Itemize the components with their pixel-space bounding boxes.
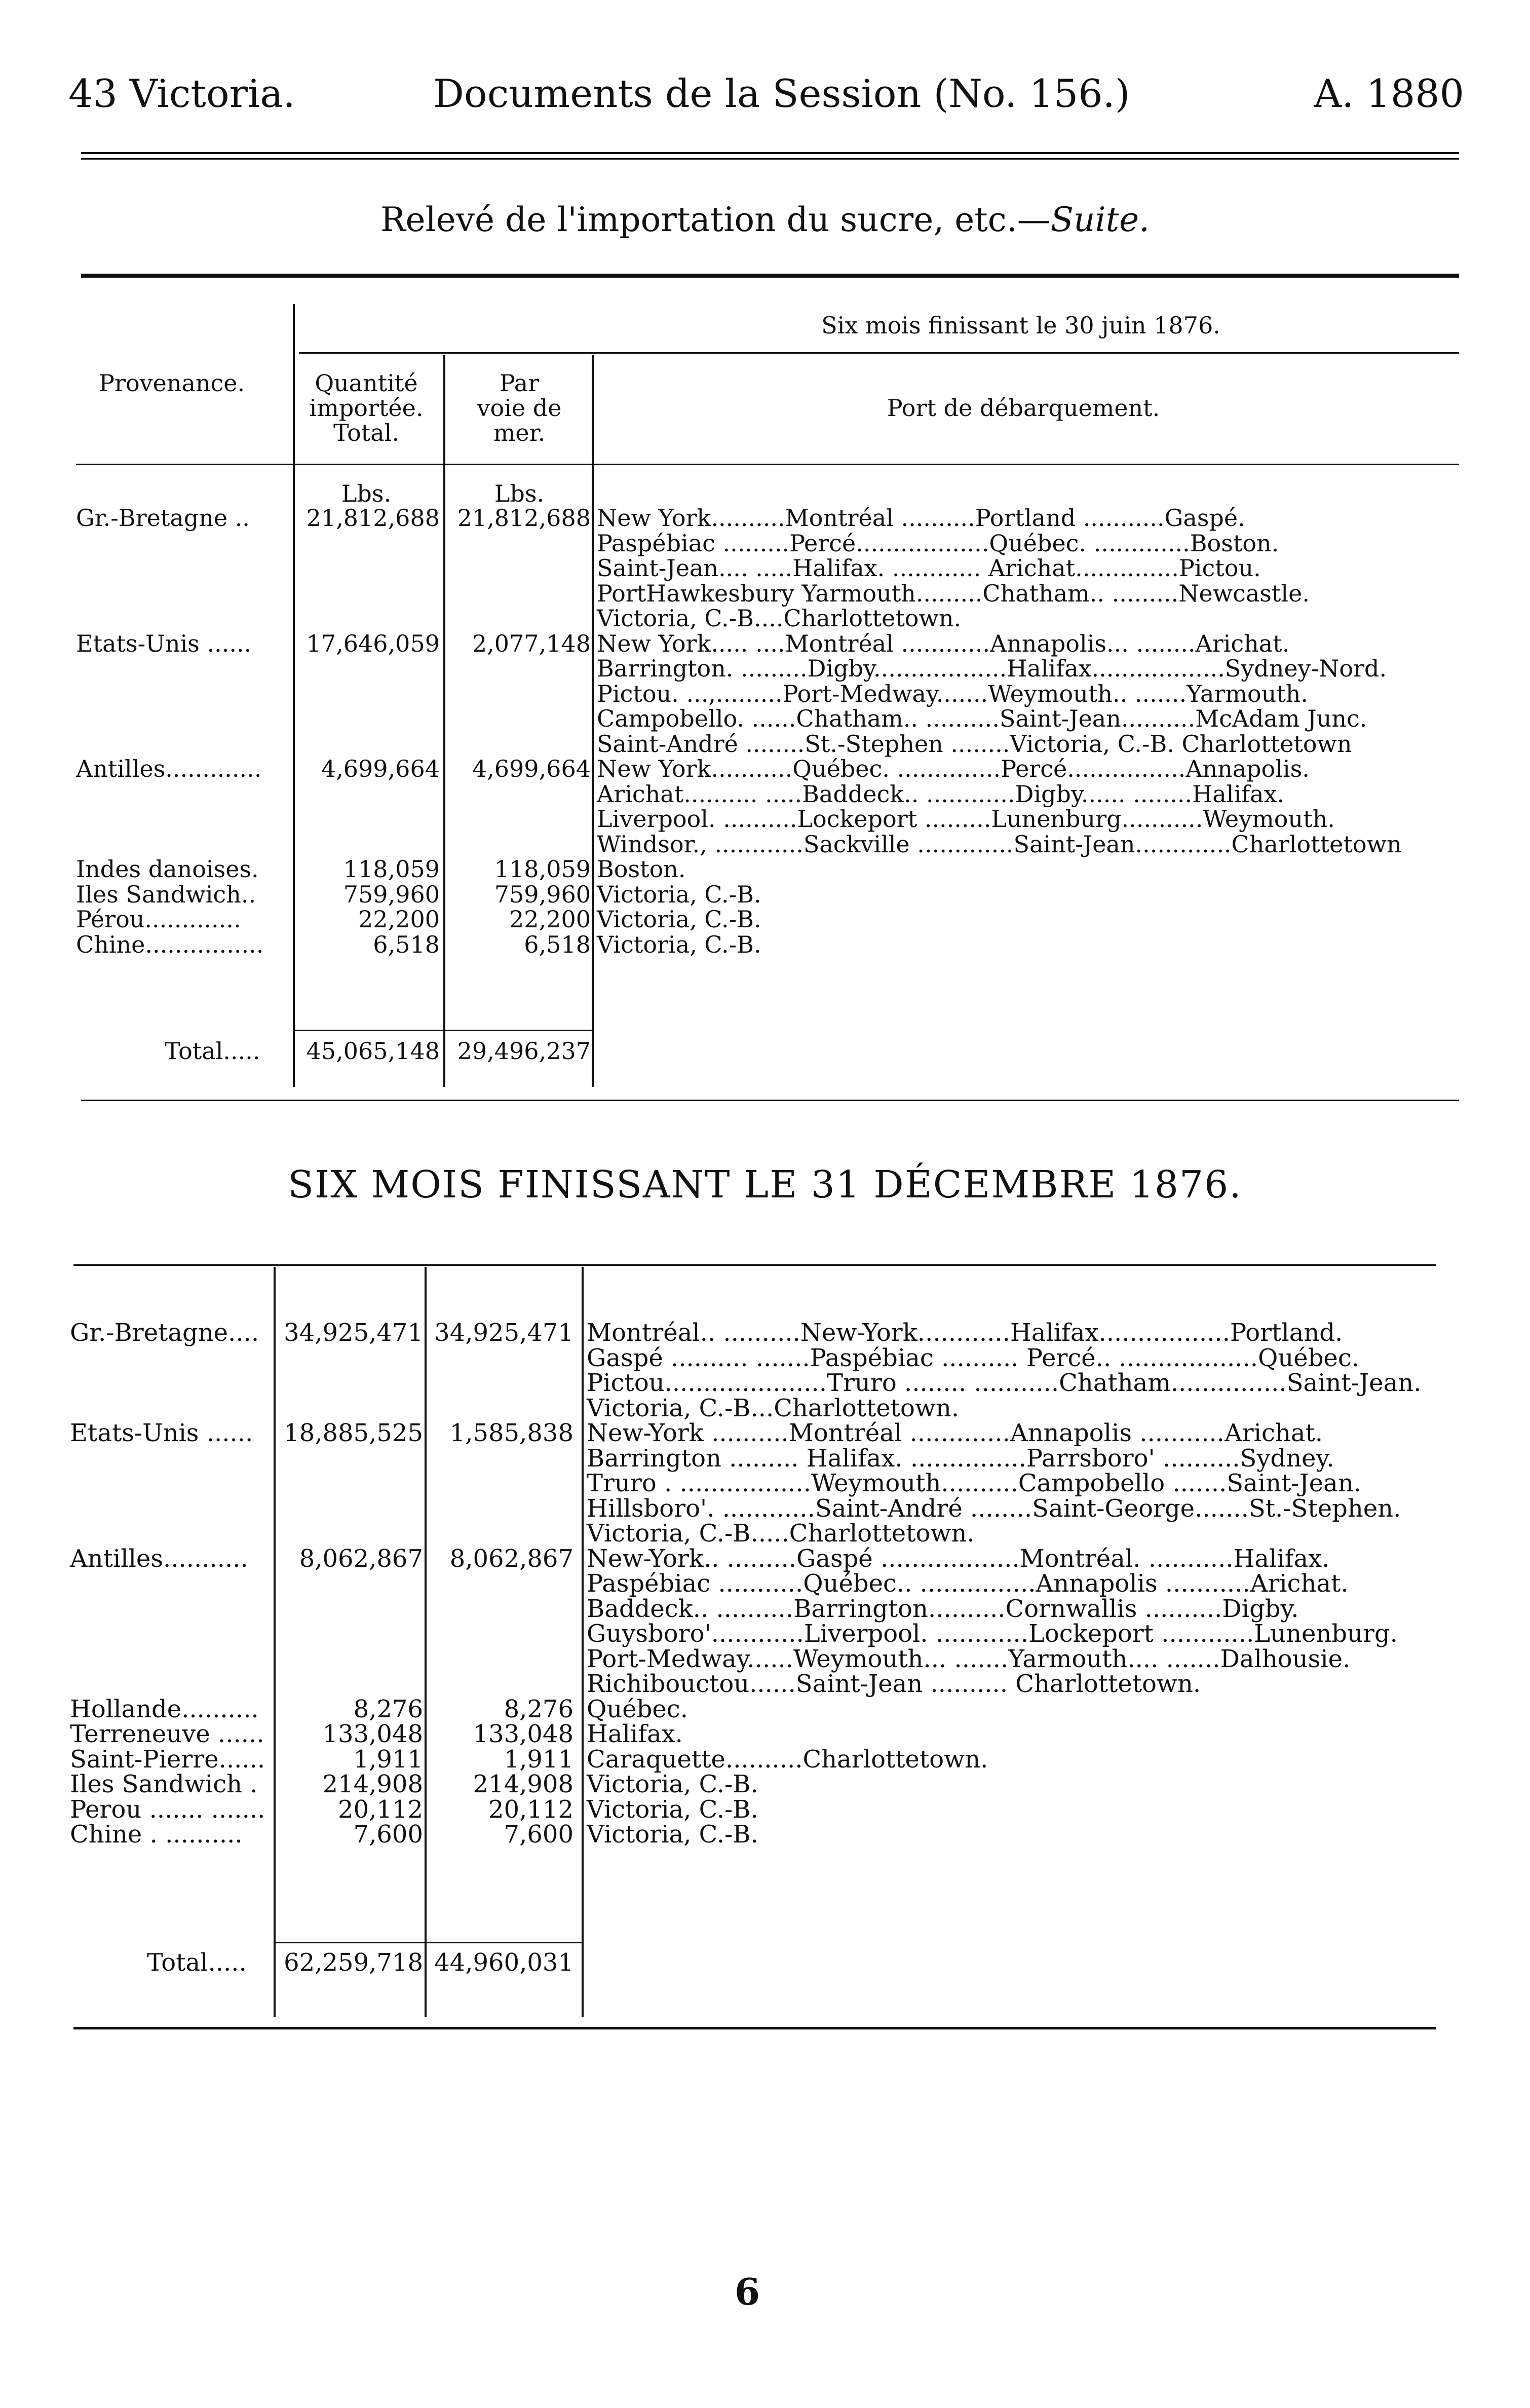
column-divider <box>582 1267 584 2017</box>
port-line: New-York ..........Montréal .............Annapolis ...........Arichat. <box>587 1419 1323 1447</box>
port-line: Barrington ......... Halifax. ...............Parrsboro' ..........Sydney. <box>587 1444 1334 1473</box>
running-header-center: Documents de la Session (No. 156.) <box>433 71 1130 116</box>
port-line: Guysboro'............Liverpool. ............Lockeport ............Lunenburg. <box>587 1620 1398 1648</box>
port-line: Québec. <box>587 1695 688 1723</box>
section-heading: SIX MOIS FINISSANT LE 31 DÉCEMBRE 1876. <box>288 1163 1242 1207</box>
port-line: Truro . .................Weymouth..........Campobello .......Saint-Jean. <box>587 1469 1361 1497</box>
page-title-suite: Suite. <box>1050 200 1150 239</box>
table2-top-rule <box>73 1264 1436 1266</box>
unit-label-quantite: Lbs. <box>341 480 392 507</box>
quantity-total: 8,276 <box>353 1695 423 1723</box>
provenance-label: Gr.-Bretagne.... <box>70 1319 259 1347</box>
column-header-quantite-2: importée. <box>309 394 424 422</box>
port-line: Caraquette..........Charlottetown. <box>587 1745 988 1774</box>
column-header-quantite-1: Quantité <box>315 369 418 397</box>
grand-total-by-sea: 29,496,237 <box>457 1037 591 1065</box>
port-line: Richibouctou......Saint-Jean .......... Charlottetown. <box>587 1670 1201 1698</box>
column-header-provenance: Provenance. <box>99 369 245 397</box>
quantity-total: 34,925,471 <box>284 1319 423 1347</box>
port-line: Victoria, C.-B. <box>587 1795 758 1824</box>
running-header-right: A. 1880 <box>1314 71 1464 116</box>
quantity-by-sea: 8,062,867 <box>449 1544 573 1573</box>
port-line: PortHawkesbury Yarmouth.........Chatham.. .........Newcastle. <box>597 579 1310 607</box>
provenance-label: Etats-Unis ...... <box>76 629 252 657</box>
port-line: Paspébiac ...........Québec.. ...............Annapolis ...........Arichat. <box>587 1569 1349 1598</box>
table1-bottom-rule <box>81 1100 1459 1101</box>
port-line: Halifax. <box>587 1720 683 1748</box>
provenance-label: Saint-Pierre...... <box>70 1745 265 1774</box>
total-rule <box>274 1942 584 1943</box>
quantity-total: 6,518 <box>373 930 440 958</box>
title-rule <box>81 274 1459 278</box>
quantity-by-sea: 214,908 <box>473 1770 573 1798</box>
grand-total-by-sea: 44,960,031 <box>434 1948 573 1977</box>
port-line: Port-Medway......Weymouth... .......Yarmouth.... .......Dalhousie. <box>587 1644 1351 1673</box>
quantity-by-sea: 133,048 <box>473 1720 573 1748</box>
grand-total: 62,259,718 <box>284 1948 423 1977</box>
port-line: Liverpool. ..........Lockeport .........Lunenburg...........Weymouth. <box>597 805 1335 833</box>
quantity-by-sea: 21,812,688 <box>457 504 591 532</box>
quantity-by-sea: 22,200 <box>509 906 591 933</box>
quantity-total: 1,911 <box>353 1745 423 1774</box>
port-line: Windsor., ............Sackville .............Saint-Jean.............Charlottetown <box>597 830 1402 858</box>
quantity-by-sea: 1,585,838 <box>449 1419 573 1447</box>
quantity-total: 214,908 <box>322 1770 423 1798</box>
provenance-label: Perou ....... ....... <box>70 1795 265 1824</box>
column-header-mer-2: voie de <box>477 394 562 422</box>
port-line: Victoria, C.-B. <box>597 906 761 933</box>
provenance-label: Terreneuve ...... <box>70 1720 264 1748</box>
quantity-total: 21,812,688 <box>306 504 440 532</box>
port-line: Victoria, C.-B...Charlottetown. <box>587 1394 960 1422</box>
total-label: Total..... <box>147 1948 247 1977</box>
provenance-label: Chine................ <box>76 930 264 958</box>
port-line: Victoria, C.-B. <box>587 1820 758 1849</box>
column-divider <box>293 304 295 1087</box>
provenance-label: Etats-Unis ...... <box>70 1419 253 1447</box>
column-header-mer-1: Par <box>499 369 540 397</box>
running-header-left: 43 Victoria. <box>68 71 295 116</box>
column-header-mer-3: mer. <box>493 419 546 446</box>
quantity-by-sea: 1,911 <box>504 1745 573 1774</box>
provenance-label: Indes danoises. <box>76 855 259 883</box>
quantity-by-sea: 7,600 <box>504 1820 573 1849</box>
quantity-by-sea: 759,960 <box>494 880 591 908</box>
column-divider <box>592 355 594 1087</box>
quantity-total: 133,048 <box>322 1720 423 1748</box>
quantity-total: 8,062,867 <box>299 1544 423 1573</box>
port-line: Gaspé .......... .......Paspébiac .......... Percé.. ..................Québec. <box>587 1343 1359 1372</box>
port-line: New York...........Québec. ..............Percé................Annapolis. <box>597 755 1310 782</box>
port-line: Saint-Jean.... .....Halifax. ............ Arichat..............Pictou. <box>597 554 1261 582</box>
column-header-port: Port de débarquement. <box>887 394 1160 422</box>
unit-label-mer: Lbs. <box>494 480 545 507</box>
provenance-label: Antilles........... <box>70 1544 248 1573</box>
column-divider <box>425 1267 427 2017</box>
port-line: Campobello. ......Chatham.. ..........Saint-Jean..........McAdam Junc. <box>597 705 1367 732</box>
provenance-label: Hollande.......... <box>70 1695 259 1723</box>
header-bottom-rule <box>76 464 1459 465</box>
period-heading: Six mois finissant le 30 juin 1876. <box>821 312 1220 339</box>
port-line: Victoria, C.-B. <box>587 1770 758 1798</box>
quantity-total: 17,646,059 <box>306 629 440 657</box>
port-line: Victoria, C.-B. <box>597 930 761 958</box>
port-line: Baddeck.. ..........Barrington..........Cornwallis ..........Digby. <box>587 1594 1299 1623</box>
provenance-label: Iles Sandwich . <box>70 1770 258 1798</box>
port-line: New York..... ....Montréal ............Annapolis... ........Arichat. <box>597 629 1290 657</box>
port-line: Victoria, C.-B. <box>597 880 761 908</box>
header-rule <box>81 152 1459 154</box>
page-number: 6 <box>735 2270 760 2313</box>
provenance-label: Iles Sandwich.. <box>76 880 256 908</box>
page-title <box>0 200 1530 239</box>
quantity-by-sea: 20,112 <box>488 1795 573 1824</box>
quantity-total: 20,112 <box>338 1795 423 1824</box>
quantity-total: 118,059 <box>343 855 440 883</box>
total-label: Total..... <box>165 1037 260 1065</box>
quantity-by-sea: 118,059 <box>494 855 591 883</box>
period-rule <box>299 352 1459 354</box>
quantity-by-sea: 8,276 <box>504 1695 573 1723</box>
table2-bottom-rule <box>73 2027 1436 2029</box>
quantity-total: 22,200 <box>358 906 440 933</box>
grand-total: 45,065,148 <box>306 1037 440 1065</box>
port-line: Hillsboro'. ............Saint-André ........Saint-George.......St.-Stephen. <box>587 1494 1401 1523</box>
port-line: Montréal.. ..........New-York............Halifax.................Portland. <box>587 1319 1343 1347</box>
column-divider <box>443 355 445 1087</box>
quantity-by-sea: 2,077,148 <box>472 629 591 657</box>
quantity-total: 759,960 <box>343 880 440 908</box>
port-line: Paspébiac .........Percé..................Québec. .............Boston. <box>597 529 1279 557</box>
quantity-total: 18,885,525 <box>284 1419 423 1447</box>
port-line: Saint-André ........St.-Stephen ........Victoria, C.-B. Charlottetown <box>597 730 1352 758</box>
port-line: New York..........Montréal ..........Portland ...........Gaspé. <box>597 504 1245 532</box>
port-line: Victoria, C.-B.....Charlottetown. <box>587 1519 975 1548</box>
port-line: Boston. <box>597 855 686 883</box>
provenance-label: Pérou............. <box>76 906 241 933</box>
quantity-by-sea: 4,699,664 <box>472 755 591 782</box>
column-header-quantite-3: Total. <box>333 419 400 446</box>
provenance-label: Chine . .......... <box>70 1820 243 1849</box>
quantity-total: 4,699,664 <box>321 755 440 782</box>
column-divider <box>274 1267 276 2017</box>
provenance-label: Gr.-Bretagne .. <box>76 504 250 532</box>
quantity-by-sea: 6,518 <box>524 930 591 958</box>
port-line: Pictou.....................Truro ........ ...........Chatham...............Saint-Jean. <box>587 1369 1422 1397</box>
quantity-by-sea: 34,925,471 <box>434 1319 573 1347</box>
page-title-main: Relevé de l'importation du sucre, etc.— <box>380 200 1051 239</box>
port-line: New-York.. .........Gaspé ..................Montréal. ...........Halifax. <box>587 1544 1330 1573</box>
port-line: Pictou. ...,.........Port-Medway.......Weymouth.. .......Yarmouth. <box>597 680 1309 707</box>
port-line: Barrington. .........Digby..................Halifax..................Sydney-Nord. <box>597 655 1387 682</box>
port-line: Arichat.......... .....Baddeck.. ............Digby...... ........Halifax. <box>597 780 1285 808</box>
total-rule <box>294 1030 593 1031</box>
header-rule-2 <box>81 158 1459 160</box>
port-line: Victoria, C.-B....Charlottetown. <box>597 605 962 632</box>
provenance-label: Antilles............. <box>76 755 262 782</box>
quantity-total: 7,600 <box>353 1820 423 1849</box>
